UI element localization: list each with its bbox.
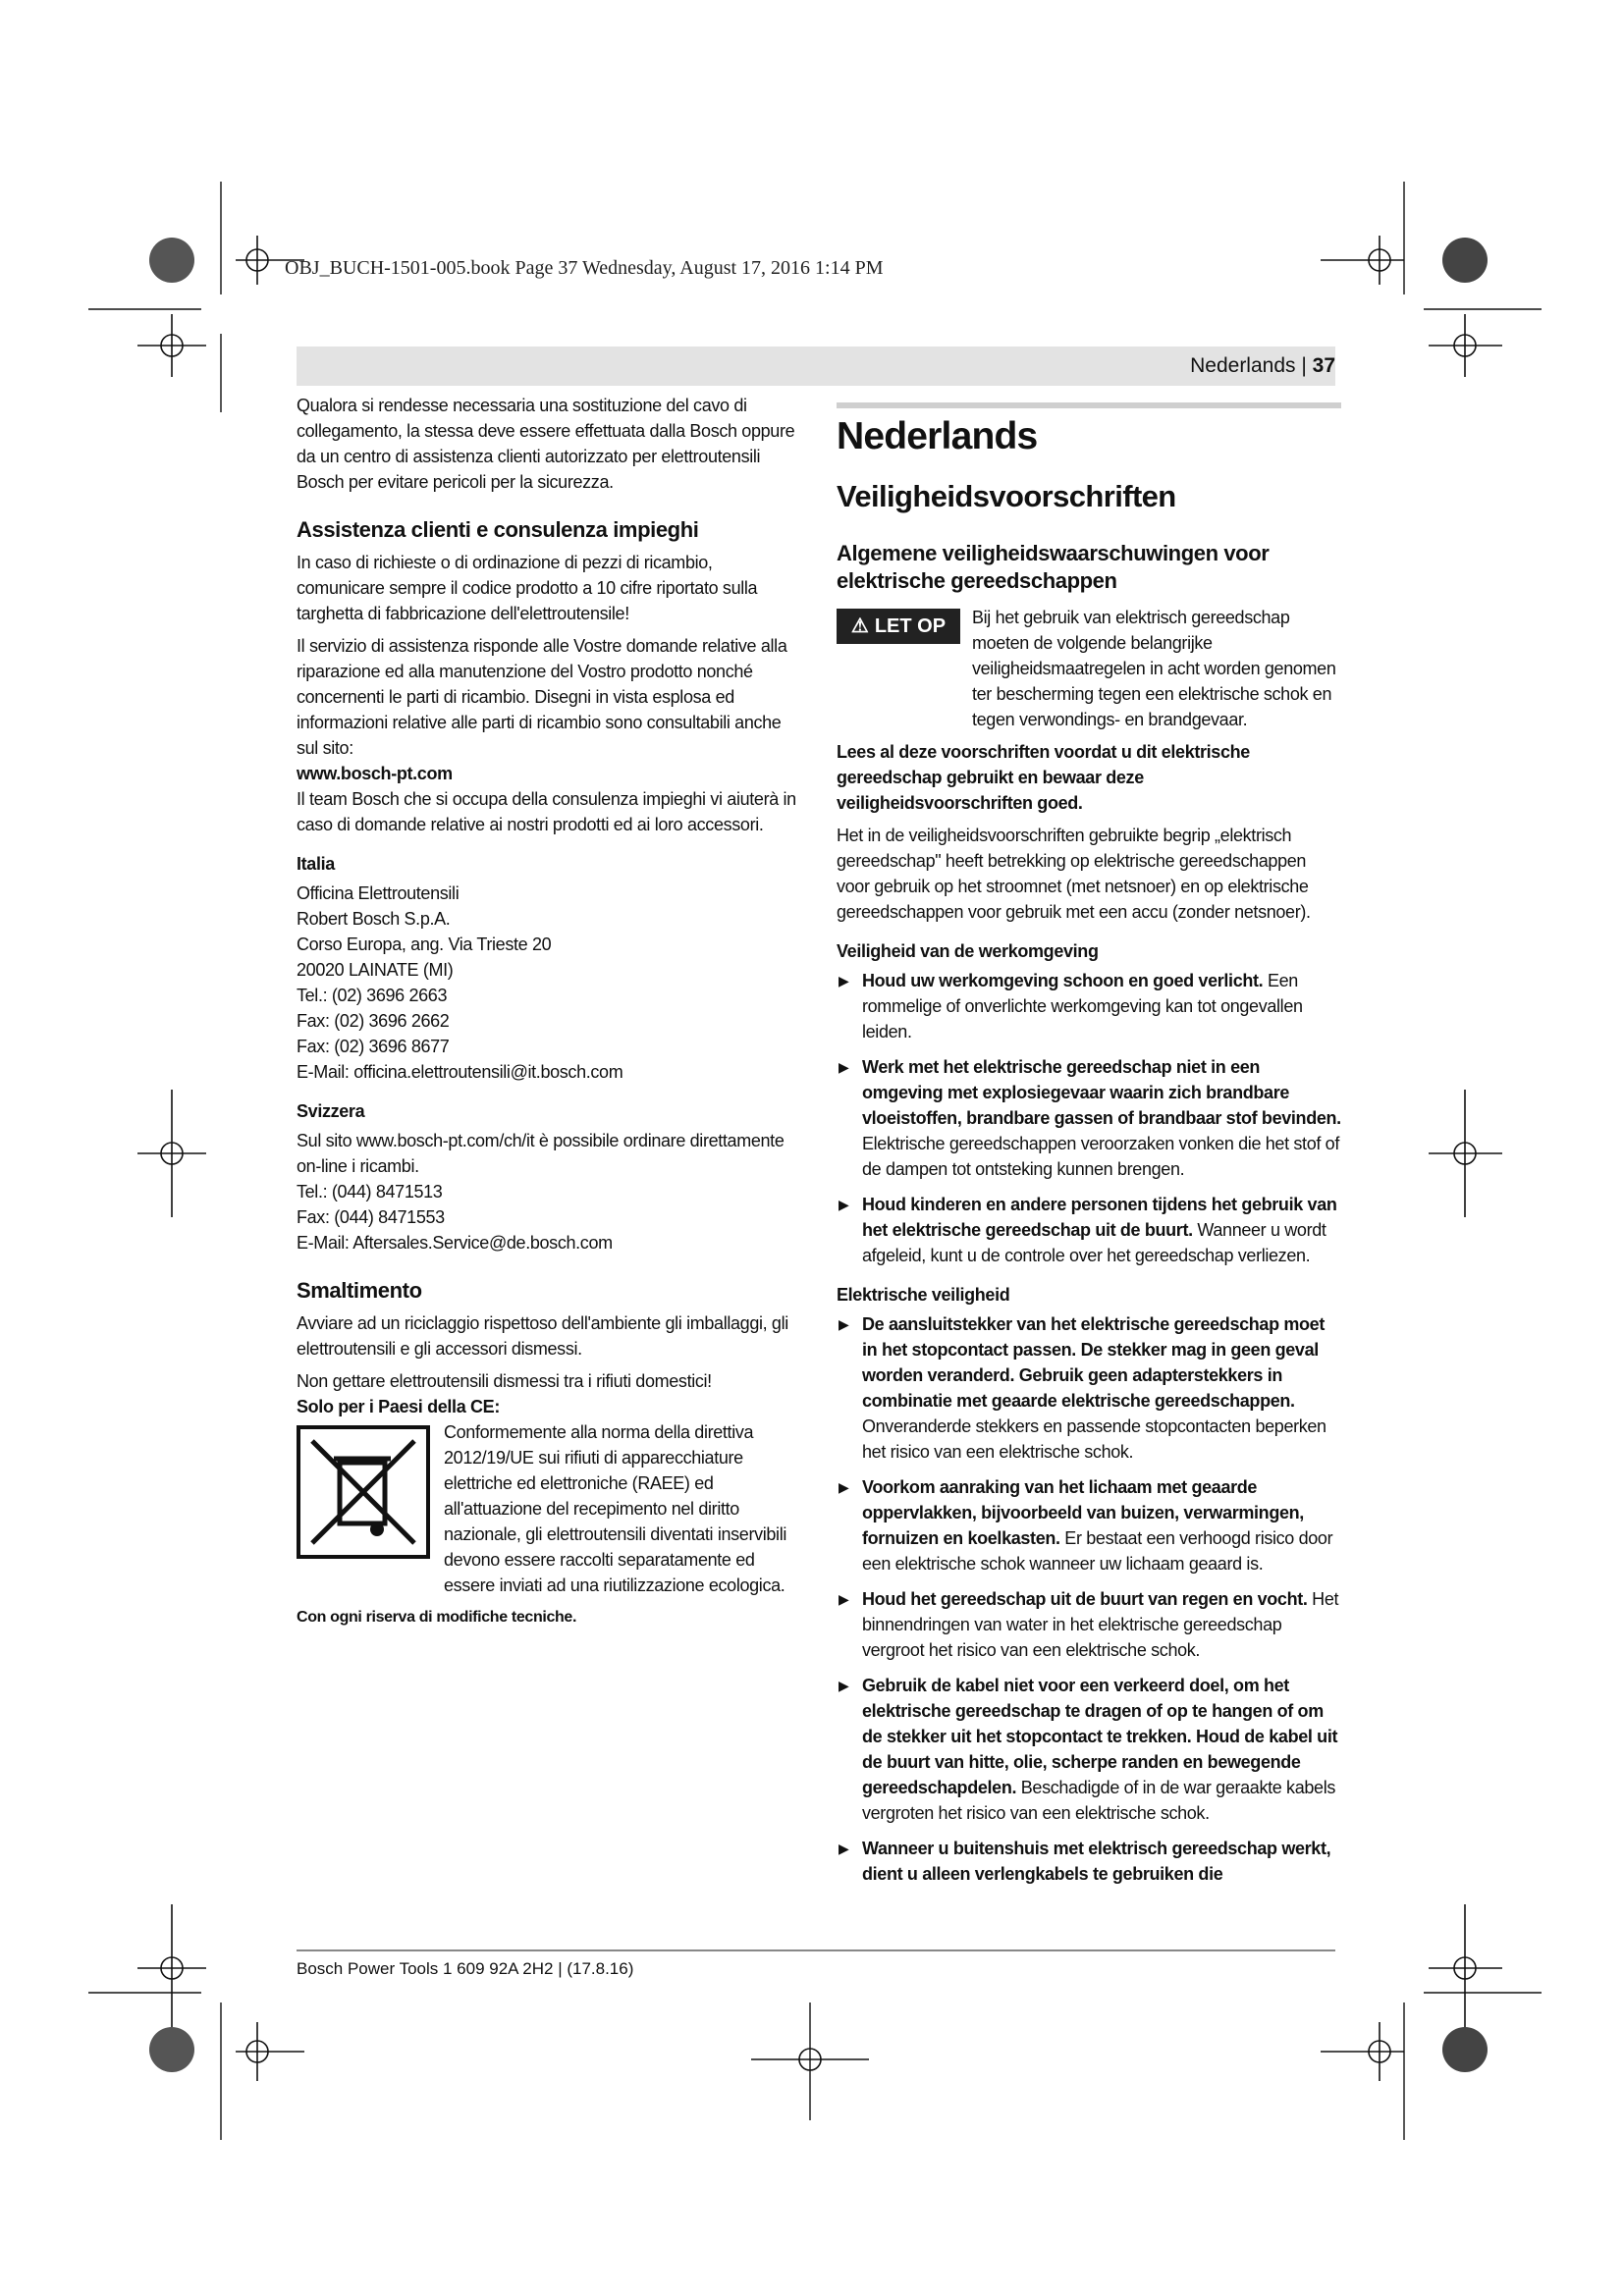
print-slug: OBJ_BUCH-1501-005.book Page 37 Wednesday, August 17, 2016 1:14 PM <box>285 257 884 279</box>
address-line: Robert Bosch S.p.A. <box>297 909 451 929</box>
cable-paragraph: Qualora si rendesse necessaria una sostituzione del cavo di collegamento, la stessa deve essere effettuata dalla Bosch oppure da un centro di assistenza clienti autorizzato per elettroutensili Bosch per evitare pericoli per la sicurezza. <box>297 396 795 492</box>
address-line: Officina Elettroutensili <box>297 883 460 903</box>
bullet-triangle-icon: ▶ <box>839 973 849 988</box>
warning-badge <box>837 609 960 644</box>
weee-paragraph: Conformemente alla norma della direttiva 2012/19/UE sui rifiuti di apparecchiature elettriche ed elettroniche (RAEE) ed all'attuazione del recepimento nel diritto nazionale, gli elettroutensili diventati inservibili devono essere raccolti separatamente ed essere inviati ad una riutilizzazione ecologica. <box>444 1422 786 1595</box>
fax-line: Fax: (02) 3696 8677 <box>297 1037 450 1056</box>
smaltimento-paragraph-2: Non gettare elettroutensili dismessi tra i rifiuti domestici! <box>297 1371 712 1391</box>
assistance-paragraph-1: In caso di richieste o di ordinazione di pezzi di ricambio, comunicare sempre il codice prodotto a 10 cifre riportato sulla targhetta di fabbricazione dell'elettroutensile! <box>297 553 758 623</box>
svizzera-heading: Svizzera <box>297 1101 365 1121</box>
safety-heading: Veiligheidsvoorschriften <box>837 479 1176 513</box>
fax-line: Fax: (02) 3696 2662 <box>297 1011 450 1031</box>
bullet-triangle-icon: ▶ <box>839 1197 849 1212</box>
bullet-triangle-icon: ▶ <box>839 1316 849 1332</box>
general-warnings-heading: Algemene veiligheidswaarschuwingen voor elektrische gereedschappen <box>837 541 1270 593</box>
page-number: 37 <box>1312 354 1335 377</box>
electrical-safety-heading: Elektrische veiligheid <box>837 1285 1010 1305</box>
email-line: E-Mail: Aftersales.Service@de.bosch.com <box>297 1233 613 1253</box>
right-column <box>837 402 1341 1896</box>
language-title: Nederlands <box>837 415 1038 457</box>
running-header <box>1190 349 1335 383</box>
svizzera-contact <box>297 1128 799 1255</box>
assistance-url: www.bosch-pt.com <box>297 764 453 783</box>
list-item: ▶ De aansluitstekker van het elektrische gereedschap moet in het stopcontact passen. De stekker mag in geen geval worden veranderd. Gebruik geen adapterstekkers in combinatie met geaarde elektrische gereedschappen. Onveranderde stekkers en passende stopcontacten beperken het risico van een elektrische schok. <box>837 1311 1341 1465</box>
read-instructions: Lees al deze voorschriften voordat u dit elektrische gereedschap gebruikt en bewaar deze veiligheidsvoorschriften goed. <box>837 742 1250 813</box>
list-item: ▶ Gebruik de kabel niet voor een verkeerd doel, om het elektrische gereedschap te dragen of op te hangen of om de stekker uit het stopcontact te trekken. Houd de kabel uit de buurt van hitte, olie, scherpe randen en bewegende gereedschapdelen. Beschadigde of in de war geraakte kabels vergroten het risico van een elektrische schok. <box>837 1673 1341 1826</box>
weee-block <box>297 1419 799 1605</box>
list-item: ▶ Houd het gereedschap uit de buurt van regen en vocht. Het binnendringen van water in het elektrische gereedschap vergroot het risico van een elektrische schok. <box>837 1586 1341 1663</box>
list-item: ▶ Houd kinderen en andere personen tijdens het gebruik van het elektrische gereedschap uit de buurt. Wanneer u wordt afgeleid, kunt u de controle over het gereedschap verliezen. <box>837 1192 1341 1268</box>
bullet-triangle-icon: ▶ <box>839 1591 849 1607</box>
crossed-bin-icon <box>297 1425 430 1559</box>
work-area-heading: Veiligheid van de werkomgeving <box>837 941 1099 961</box>
page-footer: Bosch Power Tools 1 609 92A 2H2 | (17.8.16) <box>297 1949 1335 1979</box>
work-area-list <box>837 968 1341 1268</box>
fax-line: Fax: (044) 8471553 <box>297 1207 445 1227</box>
smaltimento-paragraph-1: Avviare ad un riciclaggio rispettoso dell'ambiente gli imballaggi, gli elettroutensili e gli accessori dismessi. <box>297 1313 788 1359</box>
assistance-paragraph-3: Il team Bosch che si occupa della consulenza impieghi vi aiuterà in caso di domande relative ai nostri prodotti ed ai loro accessori. <box>297 789 796 834</box>
phone-line: Tel.: (02) 3696 2663 <box>297 986 448 1005</box>
address-line: Corso Europa, ang. Via Trieste 20 <box>297 934 552 954</box>
warning-text: Bij het gebruik van elektrisch gereedschap moeten de volgende belangrijke veiligheidsmaatregelen in acht worden genomen ter bescherming tegen een elektrische schok en tegen verwondings- en brandgevaar. <box>972 608 1336 729</box>
term-definition: Het in de veiligheidsvoorschriften gebruikte begrip „elektrisch gereedschap" heeft betrekking op elektrische gereedschappen voor gebruik op het stroomnet (met netsnoer) en op elektrische gereedschappen voor gebruik met een accu (zonder netsnoer). <box>837 826 1311 922</box>
list-item: ▶ Werk met het elektrische gereedschap niet in een omgeving met explosiegevaar waarin zich brandbare vloeistoffen, brandbare gassen of brandbaar stof bevinden. Elektrische gereedschappen veroorzaken vonken die het stof of de dampen tot ontsteking kunnen brengen. <box>837 1054 1341 1182</box>
ce-heading: Solo per i Paesi della CE: <box>297 1397 500 1416</box>
warning-block <box>837 605 1341 739</box>
header-separator: | <box>1295 354 1313 377</box>
address-line: 20020 LAINATE (MI) <box>297 960 454 980</box>
assistance-paragraph-2: Il servizio di assistenza risponde alle Vostre domande relative alla riparazione ed alla manutenzione del Vostro prodotto nonché concernenti le parti di ricambio. Disegni in vista esplosa ed informazioni relative alle parti di ricambio sono consultabili anche sul sito: <box>297 636 787 758</box>
bullet-triangle-icon: ▶ <box>839 1479 849 1495</box>
warning-triangle-icon: ⚠ <box>850 615 869 637</box>
list-item: ▶ Wanneer u buitenshuis met elektrisch gereedschap werkt, dient u alleen verlengkabels te gebruiken die <box>837 1836 1341 1887</box>
bullet-triangle-icon: ▶ <box>839 1678 849 1693</box>
header-bar <box>297 347 1335 386</box>
italia-address <box>297 881 799 1085</box>
smaltimento-heading: Smaltimento <box>297 1278 422 1303</box>
header-language: Nederlands <box>1190 354 1296 377</box>
electrical-safety-list <box>837 1311 1341 1887</box>
italia-heading: Italia <box>297 854 335 874</box>
section-rule <box>837 402 1341 408</box>
warning-label: LET OP <box>874 615 947 637</box>
technical-reserve-note: Con ogni riserva di modifiche tecniche. <box>297 1609 577 1626</box>
list-item: ▶ Houd uw werkomgeving schoon en goed verlicht. Een rommelige of onverlichte werkomgeving kan tot ongevallen leiden. <box>837 968 1341 1044</box>
left-column <box>297 393 799 1637</box>
assistance-heading: Assistenza clienti e consulenza impieghi <box>297 517 699 542</box>
list-item: ▶ Voorkom aanraking van het lichaam met geaarde oppervlakken, bijvoorbeeld van buizen, verwarmingen, fornuizen en koelkasten. Er bestaat een verhoogd risico door een elektrische schok wanneer uw lichaam geaard is. <box>837 1474 1341 1576</box>
svizzera-line: Sul sito www.bosch-pt.com/ch/it è possibile ordinare direttamente on-line i ricambi. <box>297 1131 785 1176</box>
email-line: E-Mail: officina.elettroutensili@it.bosch.com <box>297 1062 623 1082</box>
bullet-triangle-icon: ▶ <box>839 1059 849 1075</box>
phone-line: Tel.: (044) 8471513 <box>297 1182 443 1201</box>
bullet-triangle-icon: ▶ <box>839 1841 849 1856</box>
